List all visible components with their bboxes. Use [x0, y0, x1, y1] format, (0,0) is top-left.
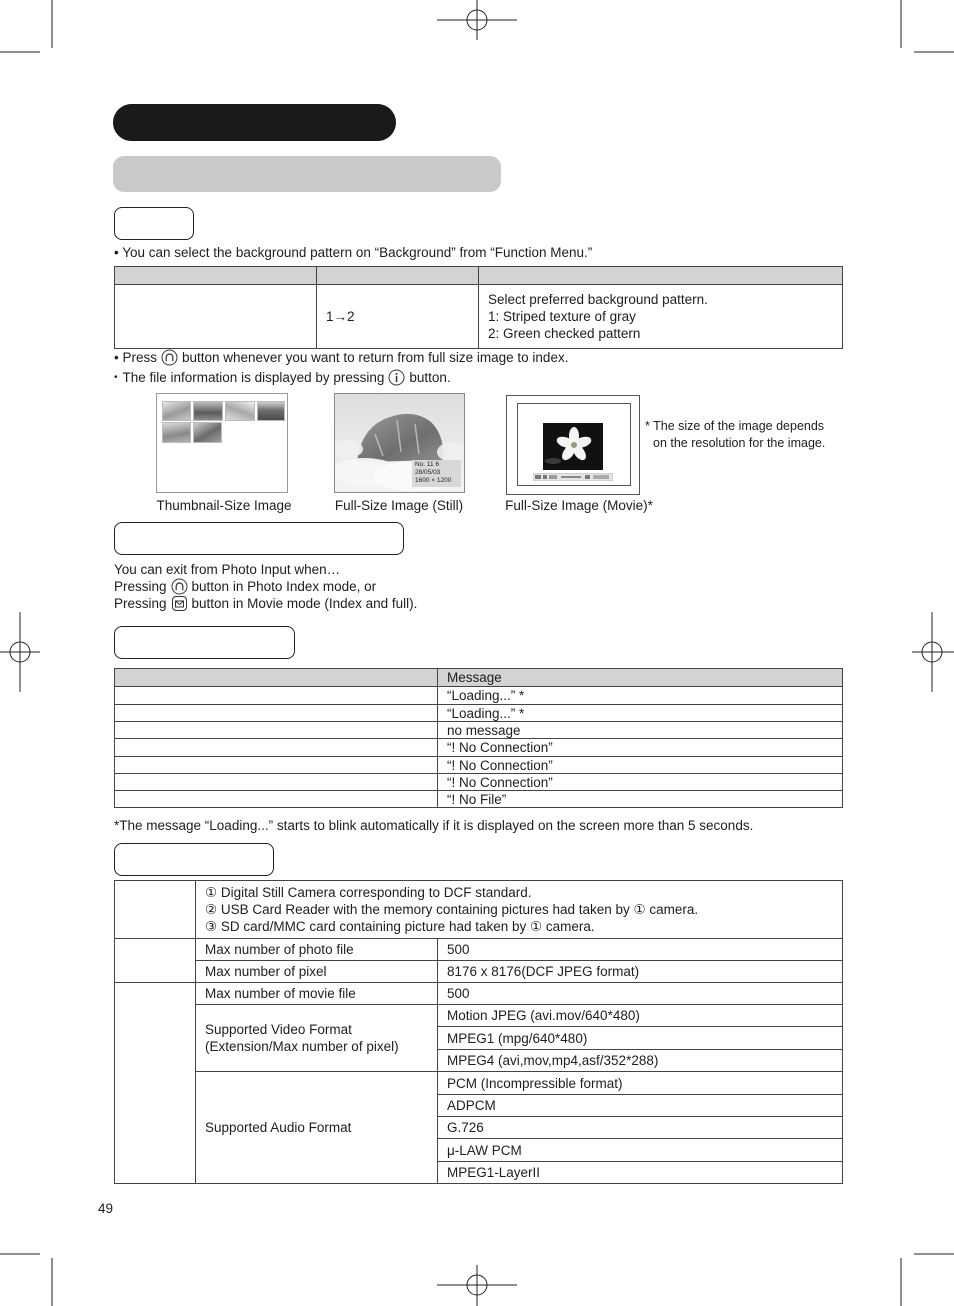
table-cell — [115, 774, 438, 791]
thumbnail-tile — [162, 401, 191, 421]
info-note-suffix: button. — [409, 370, 451, 385]
table-header-row — [115, 669, 843, 687]
spec-value: 8176 x 8176(DCF JPEG format) — [438, 961, 843, 983]
spec-category-cell — [115, 881, 196, 939]
info-note — [114, 369, 451, 386]
table-row — [115, 1072, 843, 1095]
exit-line-suffix: button in Movie mode (Index and full). — [191, 596, 418, 611]
table-cell — [115, 722, 438, 739]
message-cell: “! No Connection” — [438, 757, 843, 774]
spec-label-line: Supported Video Format — [205, 1022, 352, 1037]
return-note — [114, 349, 568, 366]
description-line: 2: Green checked pattern — [488, 326, 641, 341]
still-caption: Full-Size Image (Still) — [334, 498, 464, 513]
table-header-cell — [115, 669, 438, 687]
subheading-box-messages — [114, 626, 295, 659]
table-row — [115, 739, 843, 757]
spec-category-cell — [115, 983, 196, 1184]
exit-line-suffix: button in Photo Index mode, or — [191, 579, 377, 594]
table-row — [115, 1005, 843, 1027]
registration-mark-top — [437, 0, 517, 40]
spec-value: ADPCM — [438, 1095, 843, 1117]
file-info-line: 28/05/03 — [415, 469, 441, 476]
table-row — [115, 983, 843, 1005]
spec-value: MPEG1-LayerII — [438, 1162, 843, 1184]
menu-button-icon — [171, 595, 188, 612]
full-size-still-image — [334, 393, 465, 493]
spec-label: Max number of movie file — [196, 983, 438, 1005]
device-line: ② USB Card Reader with the memory containing pictures had taken by ① camera. — [205, 902, 699, 917]
spec-value: PCM (Incompressible format) — [438, 1072, 843, 1095]
table-row — [115, 961, 843, 983]
info-button-icon — [388, 369, 405, 386]
table-row — [115, 774, 843, 791]
table-cell — [115, 739, 438, 757]
spec-label: Max number of photo file — [196, 939, 438, 961]
spec-value: 500 — [438, 983, 843, 1005]
registration-mark-left — [0, 612, 40, 692]
message-cell: “Loading...” * — [438, 687, 843, 705]
table-cell-item — [115, 285, 317, 349]
spec-value: μ-LAW PCM — [438, 1139, 843, 1162]
crop-mark-top-left — [0, 0, 52, 52]
device-line: ③ SD card/MMC card containing picture had taken by ① camera. — [205, 919, 595, 934]
movie-caption: Full-Size Image (Movie)* — [505, 498, 653, 513]
specifications-table — [114, 880, 843, 1184]
description-line: Select preferred background pattern. — [488, 292, 708, 307]
message-cell: “! No File” — [438, 791, 843, 808]
size-note-line: on the resolution for the image. — [653, 436, 826, 450]
table-row — [115, 791, 843, 808]
spec-label-line: (Extension/Max number of pixel) — [205, 1039, 399, 1054]
file-info-line: No. 11 6 — [415, 461, 440, 468]
table-cell — [115, 791, 438, 808]
full-size-movie-image — [506, 395, 640, 495]
table-row — [115, 757, 843, 774]
thumbnail-tile — [162, 422, 191, 443]
spec-label-video — [196, 1005, 438, 1072]
table-cell-description — [479, 285, 843, 349]
table-header-cell — [115, 267, 317, 285]
movie-control-bar — [533, 473, 613, 481]
return-note-suffix: button whenever you want to return from full size image to index. — [182, 350, 569, 365]
thumbnail-tile — [257, 401, 285, 421]
spec-value: MPEG1 (mpg/640*480) — [438, 1027, 843, 1050]
spec-value: MPEG4 (avi,mov,mp4,asf/352*288) — [438, 1050, 843, 1072]
message-cell: “! No Connection” — [438, 774, 843, 791]
message-cell: “Loading...” * — [438, 705, 843, 722]
flower-photo — [543, 423, 603, 470]
registration-mark-bottom — [437, 1265, 517, 1306]
registration-mark-right — [912, 612, 954, 692]
thumbnail-size-image — [156, 393, 288, 493]
thumbnail-tile — [193, 401, 223, 421]
messages-table — [114, 668, 843, 808]
spec-category-cell — [115, 939, 196, 983]
table-cell — [115, 705, 438, 722]
table-row — [115, 881, 843, 939]
page-number: 49 — [98, 1201, 114, 1216]
thumbnail-tile — [225, 401, 255, 421]
intro-bullet: • You can select the background pattern on “Background” from “Function Menu.” — [114, 245, 593, 260]
loading-footnote: *The message “Loading...” starts to blink automatically if it is displayed on the screen more than 5 seconds. — [114, 818, 754, 833]
exit-line-index — [114, 578, 376, 595]
still-file-info-box — [412, 460, 461, 487]
chapter-heading-pill — [113, 104, 396, 141]
table-row — [115, 722, 843, 739]
thumbnail-caption: Thumbnail-Size Image — [156, 498, 292, 513]
table-row — [115, 285, 843, 349]
supported-devices-cell — [196, 881, 843, 939]
table-row — [115, 939, 843, 961]
size-note-line: * The size of the image depends — [645, 419, 825, 433]
subheading-box-background — [114, 207, 194, 240]
spec-value: G.726 — [438, 1117, 843, 1139]
table-header-cell — [317, 267, 479, 285]
subheading-box-specifications — [114, 843, 274, 876]
crop-mark-bottom-left — [0, 1254, 52, 1306]
message-cell: no message — [438, 722, 843, 739]
thumbnail-tile — [193, 422, 222, 443]
crop-mark-top-right — [901, 0, 954, 52]
exit-line-prefix: Pressing — [114, 579, 167, 594]
spec-label-audio: Supported Audio Format — [196, 1072, 438, 1184]
spec-value: Motion JPEG (avi.mov/640*480) — [438, 1005, 843, 1027]
exit-line-prefix: Pressing — [114, 596, 167, 611]
spec-label: Max number of pixel — [196, 961, 438, 983]
info-note-prefix: The file information is displayed by pressing — [122, 370, 385, 385]
table-row — [115, 687, 843, 705]
message-cell: “! No Connection” — [438, 739, 843, 757]
table-header-cell — [479, 267, 843, 285]
background-settings-table — [114, 266, 843, 349]
subheading-box-exit — [114, 522, 404, 555]
return-button-icon — [171, 578, 188, 595]
description-line: 1: Striped texture of gray — [488, 309, 636, 324]
table-cell — [115, 687, 438, 705]
table-cell-value: 1→2 — [317, 285, 479, 349]
file-info-line: 1600 × 1200 — [415, 477, 452, 484]
table-cell — [115, 757, 438, 774]
crop-mark-bottom-right — [901, 1254, 954, 1306]
info-note-bullet: • — [114, 372, 118, 383]
exit-line-movie — [114, 595, 417, 612]
section-heading-bar — [113, 156, 501, 192]
return-button-icon — [161, 349, 178, 366]
table-row — [115, 705, 843, 722]
table-header-row — [115, 267, 843, 285]
table-header-message: Message — [438, 669, 843, 687]
return-note-prefix: • Press — [114, 350, 157, 365]
device-line: ① Digital Still Camera corresponding to DCF standard. — [205, 885, 532, 900]
exit-intro: You can exit from Photo Input when… — [114, 562, 341, 577]
spec-value: 500 — [438, 939, 843, 961]
